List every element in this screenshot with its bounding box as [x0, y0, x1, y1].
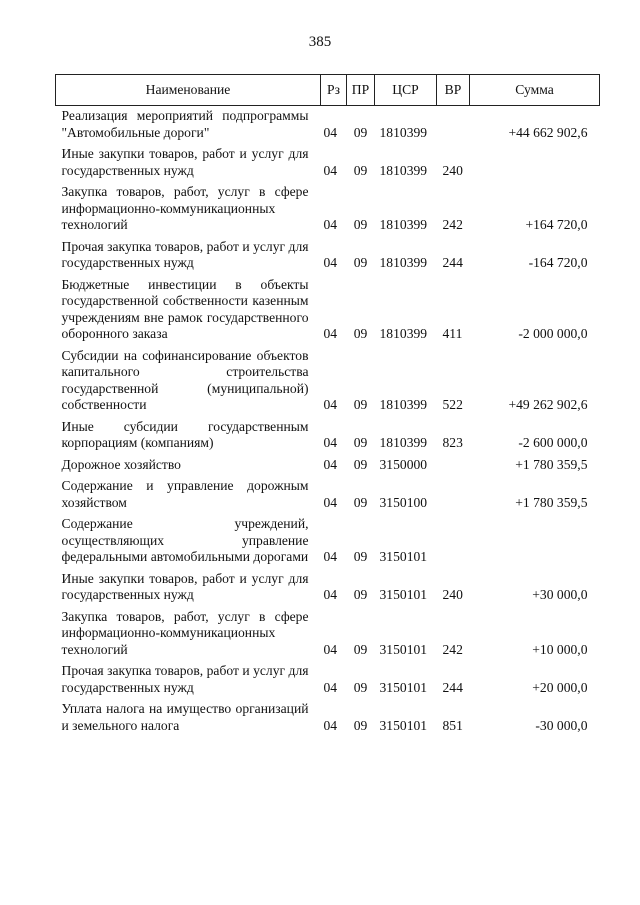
header-vr: ВР [437, 75, 470, 106]
header-rz: Рз [321, 75, 347, 106]
cell-csr: 1810399 [379, 397, 428, 412]
table-row [56, 182, 600, 237]
cell-csr: 1810399 [379, 217, 428, 232]
cell-sum [470, 144, 600, 182]
cell-name: Закупка товаров, работ, услуг в сфере информационно-коммуникационных технологий [61, 608, 309, 657]
cell-sum: +164 720,0 [525, 217, 588, 232]
cell-pr: 09 [353, 162, 368, 178]
cell-pr: 09 [353, 549, 368, 564]
cell-rz: 04 [323, 549, 338, 564]
cell-sum: +1 780 359,5 [515, 456, 588, 472]
table-row [56, 106, 600, 145]
cell-vr: 244 [442, 679, 463, 695]
cell-csr: 3150101 [379, 587, 428, 602]
cell-sum: -30 000,0 [535, 717, 588, 733]
cell-name: Иные субсидии государственным корпорациям (компаниям) [61, 418, 309, 450]
table-row [56, 144, 600, 182]
cell-csr: 3150000 [379, 456, 428, 472]
cell-pr: 09 [353, 435, 368, 450]
cell-name: Иные закупки товаров, работ и услуг для государственных нужд [61, 146, 309, 178]
cell-name: Содержание учреждений, осуществляющих управление федеральными автомобильными дорогами [61, 516, 309, 564]
page-number: 385 [308, 34, 332, 50]
cell-rz: 04 [323, 397, 338, 412]
cell-rz: 04 [323, 641, 338, 657]
cell-sum [470, 514, 600, 569]
table-row [56, 699, 600, 737]
header-sum: Сумма [470, 75, 600, 106]
cell-csr: 3150101 [379, 679, 428, 695]
cell-vr [437, 514, 470, 569]
cell-vr: 242 [442, 641, 463, 657]
cell-sum: +44 662 902,6 [508, 124, 588, 140]
cell-sum: -2 000 000,0 [518, 326, 588, 341]
cell-name: Прочая закупка товаров, работ и услуг для государственных нужд [61, 238, 309, 270]
cell-vr: 240 [442, 162, 463, 178]
cell-name: Закупка товаров, работ, услуг в сфере информационно-коммуникационных технологий [61, 184, 309, 232]
cell-vr [437, 476, 470, 514]
cell-pr: 09 [353, 217, 368, 232]
cell-csr: 3150101 [379, 549, 428, 564]
cell-pr: 09 [353, 124, 368, 140]
cell-csr: 1810399 [379, 435, 428, 450]
cell-sum: +1 780 359,5 [515, 494, 588, 510]
cell-name: Реализация мероприятий подпрограммы "Автомобильные дороги" [61, 108, 309, 140]
cell-rz: 04 [323, 217, 338, 232]
cell-pr: 09 [353, 255, 368, 270]
cell-vr [437, 455, 470, 477]
cell-rz: 04 [323, 587, 338, 602]
cell-sum: -164 720,0 [528, 255, 588, 270]
cell-name: Содержание и управление дорожным хозяйством [61, 478, 309, 510]
cell-name: Дорожное хозяйство [61, 456, 181, 472]
cell-csr: 3150101 [379, 641, 428, 657]
cell-sum: +49 262 902,6 [508, 397, 588, 412]
cell-rz: 04 [323, 494, 338, 510]
cell-pr: 09 [353, 587, 368, 602]
table-header [56, 75, 600, 106]
cell-sum: +10 000,0 [532, 641, 588, 657]
table-row [56, 237, 600, 275]
cell-rz: 04 [323, 124, 338, 140]
cell-pr: 09 [353, 397, 368, 412]
header-pr: ПР [347, 75, 375, 106]
cell-csr: 3150101 [379, 717, 428, 733]
table-row [56, 346, 600, 417]
cell-csr: 1810399 [379, 255, 428, 270]
cell-pr: 09 [353, 641, 368, 657]
cell-rz: 04 [323, 679, 338, 695]
table-row [56, 417, 600, 455]
cell-sum: +30 000,0 [532, 587, 588, 602]
cell-pr: 09 [353, 494, 368, 510]
cell-vr [437, 106, 470, 145]
table-body [56, 106, 600, 738]
table-row [56, 514, 600, 569]
cell-rz: 04 [323, 435, 338, 450]
cell-csr: 1810399 [379, 326, 428, 341]
cell-pr: 09 [353, 679, 368, 695]
cell-vr: 411 [442, 326, 463, 341]
cell-sum: -2 600 000,0 [518, 435, 588, 450]
cell-name: Бюджетные инвестиции в объекты государственной собственности казенным учреждениям вне рамок государственного оборонного заказа [61, 276, 309, 341]
cell-vr: 242 [442, 217, 463, 232]
table-row [56, 661, 600, 699]
cell-pr: 09 [353, 456, 368, 472]
cell-rz: 04 [323, 326, 338, 341]
cell-pr: 09 [353, 326, 368, 341]
cell-csr: 1810399 [379, 162, 428, 178]
cell-vr: 522 [442, 397, 463, 412]
cell-rz: 04 [323, 456, 338, 472]
cell-vr: 244 [442, 255, 463, 270]
header-name: Наименование [56, 75, 321, 106]
cell-rz: 04 [323, 255, 338, 270]
cell-rz: 04 [323, 162, 338, 178]
cell-csr: 1810399 [379, 124, 428, 140]
header-csr: ЦСР [375, 75, 437, 106]
cell-name: Уплата налога на имущество организаций и земельного налога [61, 701, 309, 733]
cell-name: Прочая закупка товаров, работ и услуг для государственных нужд [61, 663, 309, 695]
cell-pr: 09 [353, 717, 368, 733]
cell-name: Субсидии на софинансирование объектов капитального строительства государственной (муниципальной) собственности [61, 347, 309, 412]
cell-vr: 240 [442, 587, 463, 602]
cell-vr: 851 [442, 717, 463, 733]
budget-table [55, 74, 600, 737]
cell-sum: +20 000,0 [532, 679, 588, 695]
cell-csr: 3150100 [379, 494, 428, 510]
table-row [56, 607, 600, 662]
cell-name: Иные закупки товаров, работ и услуг для государственных нужд [61, 570, 309, 602]
table-row [56, 476, 600, 514]
cell-rz: 04 [323, 717, 338, 733]
table-row [56, 455, 600, 477]
table-row [56, 275, 600, 346]
table-row [56, 569, 600, 607]
cell-vr: 823 [442, 435, 463, 450]
